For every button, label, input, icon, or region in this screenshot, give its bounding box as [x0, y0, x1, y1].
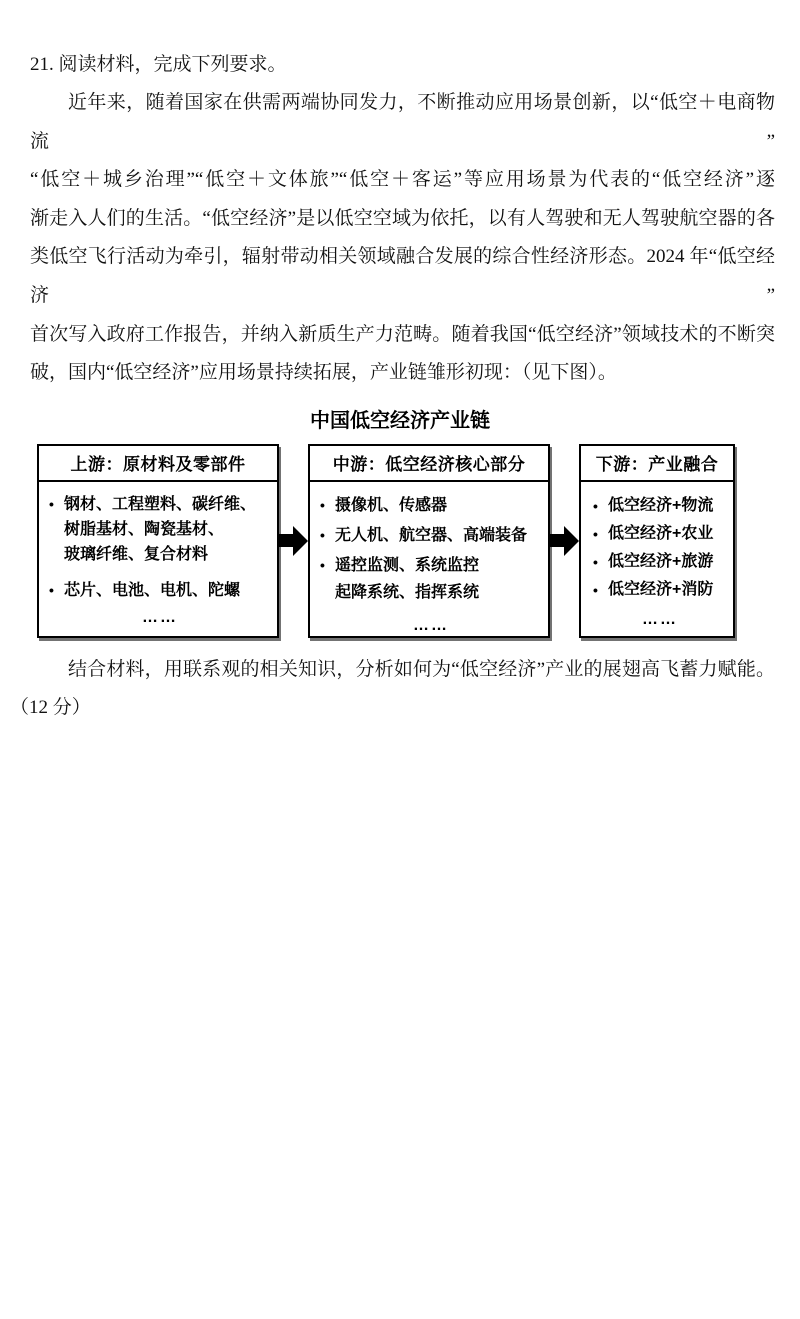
list-item-line: 无人机、航空器、高端装备	[335, 526, 528, 544]
material-line: 近年来，随着国家在供需两端协同发力，不断推动应用场景创新，以“低空＋电商物流”	[30, 92, 775, 152]
bullet-icon: •	[593, 497, 598, 514]
midstream-box	[308, 444, 550, 638]
arrow-midstream-to-downstream	[550, 444, 579, 638]
question-line: 结合材料，用联系观的相关知识，分析如何为“低空经济”产业的展翅高飞蓄力赋能。	[68, 658, 775, 680]
upstream-box	[37, 444, 279, 638]
bullet-icon: •	[593, 553, 598, 570]
list-item-line: 芯片、电池、电机、陀螺	[64, 581, 241, 599]
downstream-box-header: 下游：产业融合	[581, 446, 733, 482]
list-item-line: 起降系统、指挥系统	[335, 583, 480, 601]
question-text	[0, 651, 800, 728]
list-item	[320, 552, 542, 606]
bullet-icon: •	[320, 556, 325, 573]
upstream-box-body	[39, 482, 277, 630]
list-item	[593, 576, 727, 604]
midstream-box-header: 中游：低空经济核心部分	[310, 446, 548, 482]
ellipsis-text: ……	[413, 616, 449, 634]
list-item	[320, 492, 542, 519]
right-arrow-icon	[550, 526, 579, 556]
bullet-icon: •	[593, 525, 598, 542]
industry-chain-diagram	[37, 444, 735, 638]
list-item-line: 钢材、工程塑料、碳纤维、	[64, 495, 257, 513]
arrow-upstream-to-midstream	[279, 444, 308, 638]
bullet-icon: •	[320, 526, 325, 543]
ellipsis-text: ……	[142, 608, 178, 626]
material-line: 类低空飞行活动为牵引，辐射带动相关领域融合发展的综合性经济形态。2024 年“低空经济”	[30, 246, 775, 306]
material-line: 破，国内“低空经济”应用场景持续拓展，产业链雏形初现：（见下图）。	[30, 362, 617, 384]
bullet-icon: •	[49, 581, 54, 598]
bullet-icon: •	[593, 581, 598, 598]
material-line: “低空＋城乡治理”“低空＋文体旅”“低空＋客运”等应用场景为代表的“低空经济”逐	[30, 169, 775, 191]
upstream-box-header: 上游：原材料及零部件	[39, 446, 277, 482]
bullet-icon: •	[49, 495, 54, 512]
right-arrow-icon	[279, 526, 308, 556]
ellipsis-text: ……	[642, 610, 678, 628]
list-item	[593, 520, 727, 548]
bullet-icon: •	[320, 496, 325, 513]
list-item-line: 低空经济+农业	[608, 524, 714, 542]
diagram-title: 中国低空经济产业链	[310, 409, 490, 432]
list-item-line: 摄像机、传感器	[335, 496, 448, 514]
material-line: 首次写入政府工作报告，并纳入新质生产力范畴。随着我国“低空经济”领域技术的不断突	[30, 323, 775, 345]
material-paragraph	[30, 84, 775, 393]
list-item-line: 低空经济+消防	[608, 580, 714, 598]
list-item-line: 玻璃纤维、复合材料	[64, 545, 209, 563]
downstream-box	[579, 444, 735, 638]
midstream-box-body	[310, 482, 548, 639]
list-item	[593, 548, 727, 576]
list-item-line: 遥控监测、系统监控	[335, 556, 480, 574]
downstream-box-body	[581, 482, 733, 634]
question-number-line: 21. 阅读材料，完成下列要求。	[30, 54, 287, 75]
list-item	[320, 522, 542, 549]
list-item	[49, 578, 271, 603]
material-line: 渐走入人们的生活。“低空经济”是以低空空域为依托，以有人驾驶和无人驾驶航空器的各	[30, 207, 775, 229]
question-score: （12 分）	[10, 697, 91, 719]
list-item	[49, 492, 271, 567]
list-item-line: 低空经济+物流	[608, 496, 714, 514]
list-item	[593, 492, 727, 520]
list-item-line: 低空经济+旅游	[608, 552, 714, 570]
list-item-line: 树脂基材、陶瓷基材、	[64, 520, 225, 538]
